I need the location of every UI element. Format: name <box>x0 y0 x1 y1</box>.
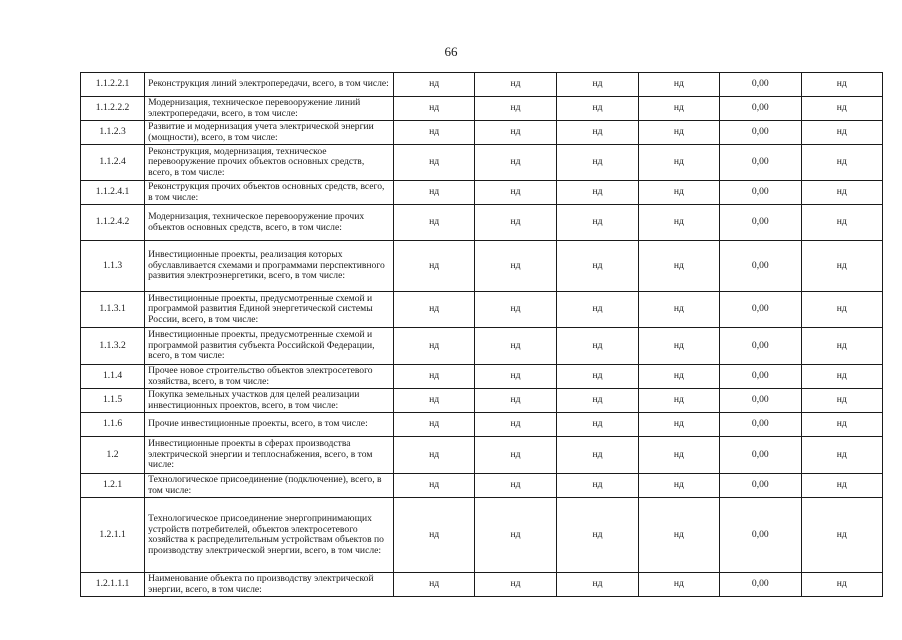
row-value-5: 0,00 <box>720 97 801 121</box>
row-value-4: нд <box>638 97 719 121</box>
row-name: Инвестиционные проекты, предусмотренные схемой и программой развития субъекта Российской Федерации, всего, в том числе: <box>145 328 394 365</box>
table-row <box>81 389 883 413</box>
row-name: Прочие инвестиционные проекты, всего, в том числе: <box>145 413 394 437</box>
row-value-2: нд <box>474 474 556 498</box>
row-value-1: нд <box>394 205 474 241</box>
row-value-3: нд <box>557 145 638 181</box>
row-value-5: 0,00 <box>720 205 801 241</box>
row-value-1: нд <box>394 241 474 292</box>
row-value-1: нд <box>394 437 474 474</box>
row-value-3: нд <box>557 97 638 121</box>
table-row <box>81 205 883 241</box>
row-value-4: нд <box>638 437 719 474</box>
row-name: Реконструкция прочих объектов основных средств, всего, в том числе: <box>145 181 394 205</box>
row-value-4: нд <box>638 292 719 328</box>
row-value-6: нд <box>801 145 883 181</box>
table-row <box>81 97 883 121</box>
row-value-4: нд <box>638 145 719 181</box>
row-value-2: нд <box>474 498 556 573</box>
row-value-3: нд <box>557 437 638 474</box>
row-value-1: нд <box>394 73 474 97</box>
row-name: Развитие и модернизация учета электрической энергии (мощности), всего, в том числе: <box>145 121 394 145</box>
table-row <box>81 573 883 597</box>
row-value-6: нд <box>801 205 883 241</box>
row-code: 1.1.2.4 <box>81 145 145 181</box>
row-value-5: 0,00 <box>720 73 801 97</box>
row-code: 1.1.5 <box>81 389 145 413</box>
row-value-4: нд <box>638 181 719 205</box>
row-name: Реконструкция линий электропередачи, всего, в том числе: <box>145 73 394 97</box>
row-value-2: нд <box>474 413 556 437</box>
row-value-4: нд <box>638 121 719 145</box>
row-name: Инвестиционные проекты, реализация которых обуславливается схемами и программами перспективного развития электроэнергетики, всего, в том числе: <box>145 241 394 292</box>
row-value-4: нд <box>638 365 719 389</box>
row-value-4: нд <box>638 474 719 498</box>
row-value-6: нд <box>801 181 883 205</box>
row-value-6: нд <box>801 389 883 413</box>
row-name: Технологическое присоединение (подключение), всего, в том числе: <box>145 474 394 498</box>
table-row <box>81 365 883 389</box>
row-value-2: нд <box>474 389 556 413</box>
row-value-1: нд <box>394 474 474 498</box>
row-value-4: нд <box>638 389 719 413</box>
row-value-3: нд <box>557 292 638 328</box>
row-name: Модернизация, техническое перевооружение линий электропередачи, всего, в том числе: <box>145 97 394 121</box>
row-name: Покупка земельных участков для целей реализации инвестиционных проектов, всего, в том числе: <box>145 389 394 413</box>
row-value-2: нд <box>474 292 556 328</box>
row-value-5: 0,00 <box>720 365 801 389</box>
row-code: 1.1.2.2.1 <box>81 73 145 97</box>
row-value-6: нд <box>801 241 883 292</box>
row-value-6: нд <box>801 73 883 97</box>
row-value-6: нд <box>801 365 883 389</box>
row-value-4: нд <box>638 498 719 573</box>
row-value-5: 0,00 <box>720 498 801 573</box>
row-value-3: нд <box>557 121 638 145</box>
row-value-2: нд <box>474 97 556 121</box>
row-code: 1.2 <box>81 437 145 474</box>
row-value-5: 0,00 <box>720 241 801 292</box>
row-value-5: 0,00 <box>720 292 801 328</box>
row-value-5: 0,00 <box>720 328 801 365</box>
row-value-3: нд <box>557 73 638 97</box>
row-value-3: нд <box>557 474 638 498</box>
row-value-2: нд <box>474 73 556 97</box>
row-name: Наименование объекта по производству электрической энергии, всего, в том числе: <box>145 573 394 597</box>
row-value-5: 0,00 <box>720 181 801 205</box>
row-value-6: нд <box>801 97 883 121</box>
row-value-3: нд <box>557 389 638 413</box>
row-value-1: нд <box>394 573 474 597</box>
row-value-1: нд <box>394 121 474 145</box>
row-code: 1.1.2.2.2 <box>81 97 145 121</box>
table-row <box>81 474 883 498</box>
page-number: 66 <box>444 44 458 59</box>
row-code: 1.1.3.1 <box>81 292 145 328</box>
row-code: 1.1.6 <box>81 413 145 437</box>
table-row <box>81 437 883 474</box>
row-value-2: нд <box>474 121 556 145</box>
row-value-3: нд <box>557 328 638 365</box>
row-code: 1.1.2.4.2 <box>81 205 145 241</box>
row-value-5: 0,00 <box>720 474 801 498</box>
row-code: 1.1.2.4.1 <box>81 181 145 205</box>
table-body <box>81 73 883 597</box>
row-value-6: нд <box>801 474 883 498</box>
row-code: 1.1.2.3 <box>81 121 145 145</box>
row-name: Прочее новое строительство объектов электросетевого хозяйства, всего, в том числе: <box>145 365 394 389</box>
row-value-5: 0,00 <box>720 145 801 181</box>
row-name: Модернизация, техническое перевооружение прочих объектов основных средств, всего, в том числе: <box>145 205 394 241</box>
row-value-3: нд <box>557 413 638 437</box>
row-code: 1.2.1 <box>81 474 145 498</box>
row-code: 1.1.3 <box>81 241 145 292</box>
row-value-1: нд <box>394 389 474 413</box>
row-value-4: нд <box>638 413 719 437</box>
row-value-1: нд <box>394 498 474 573</box>
row-value-2: нд <box>474 437 556 474</box>
row-code: 1.1.4 <box>81 365 145 389</box>
row-value-1: нд <box>394 365 474 389</box>
row-value-3: нд <box>557 181 638 205</box>
row-value-6: нд <box>801 292 883 328</box>
table-row <box>81 181 883 205</box>
row-value-2: нд <box>474 145 556 181</box>
row-value-6: нд <box>801 498 883 573</box>
row-value-2: нд <box>474 181 556 205</box>
table-row <box>81 413 883 437</box>
row-value-3: нд <box>557 498 638 573</box>
row-value-1: нд <box>394 292 474 328</box>
table-row <box>81 498 883 573</box>
table-row <box>81 328 883 365</box>
row-value-2: нд <box>474 328 556 365</box>
table-row <box>81 73 883 97</box>
row-value-6: нд <box>801 413 883 437</box>
row-name: Инвестиционные проекты в сферах производства электрической энергии и теплоснабжения, всего, в том числе: <box>145 437 394 474</box>
row-value-3: нд <box>557 573 638 597</box>
investment-table <box>80 72 883 597</box>
row-value-3: нд <box>557 205 638 241</box>
row-value-1: нд <box>394 328 474 365</box>
row-value-2: нд <box>474 241 556 292</box>
table-row <box>81 241 883 292</box>
table-row <box>81 292 883 328</box>
row-value-3: нд <box>557 241 638 292</box>
row-value-6: нд <box>801 121 883 145</box>
row-value-5: 0,00 <box>720 121 801 145</box>
row-value-4: нд <box>638 241 719 292</box>
row-value-1: нд <box>394 413 474 437</box>
row-value-4: нд <box>638 328 719 365</box>
row-code: 1.1.3.2 <box>81 328 145 365</box>
row-value-4: нд <box>638 73 719 97</box>
row-value-6: нд <box>801 328 883 365</box>
row-value-5: 0,00 <box>720 413 801 437</box>
row-value-2: нд <box>474 205 556 241</box>
row-value-1: нд <box>394 97 474 121</box>
row-value-5: 0,00 <box>720 389 801 413</box>
row-value-1: нд <box>394 181 474 205</box>
row-value-3: нд <box>557 365 638 389</box>
row-value-5: 0,00 <box>720 437 801 474</box>
table-row <box>81 145 883 181</box>
row-code: 1.2.1.1 <box>81 498 145 573</box>
row-name: Технологическое присоединение энергопринимающих устройств потребителей, объектов электросетевого хозяйства к распределительным устройствам объектов по производству электрической энергии, всего, в том числе: <box>145 498 394 573</box>
row-value-5: 0,00 <box>720 573 801 597</box>
row-name: Реконструкция, модернизация, техническое перевооружение прочих объектов основных средств, всего, в том числе: <box>145 145 394 181</box>
table-row <box>81 121 883 145</box>
row-value-2: нд <box>474 573 556 597</box>
row-name: Инвестиционные проекты, предусмотренные схемой и программой развития Единой энергетической системы России, всего, в том числе: <box>145 292 394 328</box>
row-value-2: нд <box>474 365 556 389</box>
row-value-4: нд <box>638 573 719 597</box>
row-value-4: нд <box>638 205 719 241</box>
row-value-1: нд <box>394 145 474 181</box>
row-value-6: нд <box>801 437 883 474</box>
row-code: 1.2.1.1.1 <box>81 573 145 597</box>
row-value-6: нд <box>801 573 883 597</box>
